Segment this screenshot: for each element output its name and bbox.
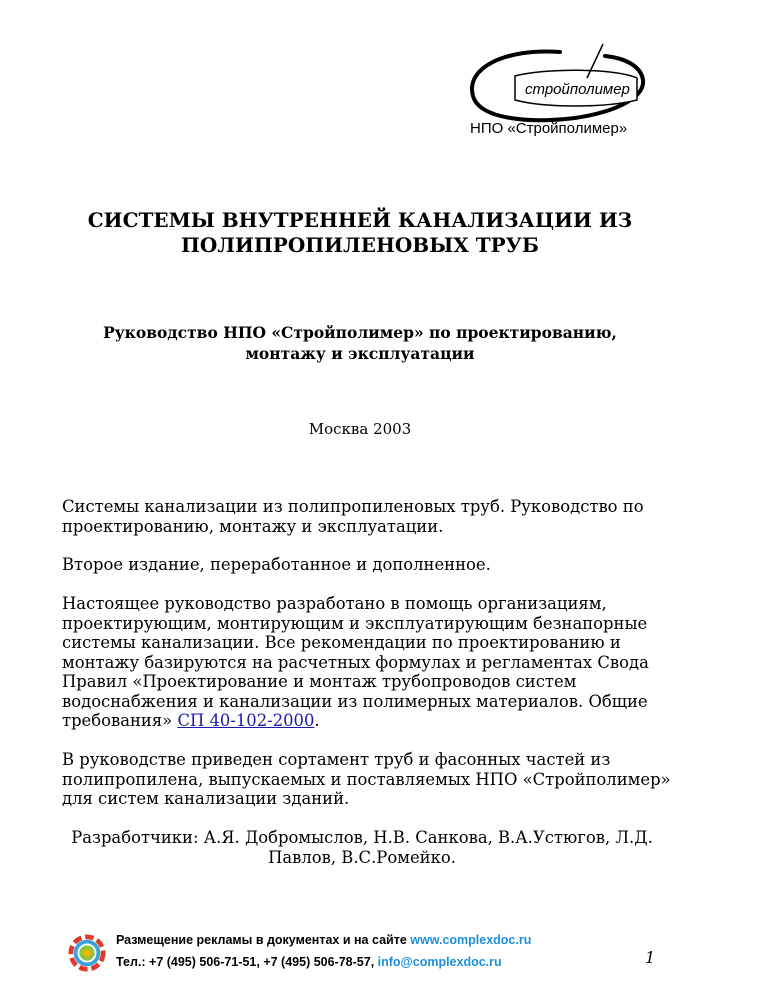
paragraph-authors: Разработчики: А.Я. Добромыслов, Н.В. Санкова, В.А.Устюгов, Л.Д. Павлов, В.С.Ромейко.	[71, 828, 653, 867]
paragraph-purpose	[62, 594, 672, 731]
logo-inner-text: стройполимер	[525, 81, 630, 98]
paragraph-purpose-text: Настоящее руководство разработано в помощь организациям, проектирующим, монтирующим и эксплуатирующим безнапорные системы канализации. Все рекомендации по проектированию и монтажу базируются на расчетных формулах и регламентах Свода Правил «Проектирование и монтаж трубопроводов систем водоснабжения и канализации из полимерных материалов. Общие требования»	[62, 594, 649, 730]
ad-line1-text: Размещение рекламы в документах и на сайте	[116, 933, 411, 947]
complexdoc-gear-icon	[68, 934, 106, 972]
paragraph-edition: Второе издание, переработанное и дополненное.	[62, 555, 491, 574]
document-subtitle-line2: монтажу и эксплуатации	[245, 344, 475, 363]
ad-line-placement	[116, 933, 531, 947]
complexdoc-email-link[interactable]: info@complexdoc.ru	[377, 955, 502, 969]
paragraph-description: Системы канализации из полипропиленовых труб. Руководство по проектированию, монтажу и эксплуатации.	[62, 497, 644, 536]
sp-standard-link[interactable]: СП 40-102-2000	[177, 711, 315, 730]
city-year: Москва 2003	[308, 420, 412, 438]
document-subtitle	[60, 322, 660, 364]
footer-advertisement	[68, 930, 548, 976]
ad-line-contacts	[116, 955, 502, 969]
document-title-line2: ПОЛИПРОПИЛЕНОВЫХ ТРУБ	[181, 233, 539, 257]
page-number: 1	[645, 948, 656, 967]
document-title	[60, 208, 660, 258]
document-title-line1: СИСТЕМЫ ВНУТРЕННЕЙ КАНАЛИЗАЦИИ ИЗ	[87, 208, 633, 232]
document-subtitle-line1: Руководство НПО «Стройполимер» по проектированию,	[103, 323, 617, 342]
complexdoc-site-link[interactable]: www.complexdoc.ru	[410, 933, 532, 947]
ad-line2-text: Тел.: +7 (495) 506-71-51, +7 (495) 506-78-57,	[116, 955, 378, 969]
logo-caption: НПО «Стройполимер»	[470, 120, 628, 137]
paragraph-purpose-end: .	[314, 711, 320, 730]
paragraph-assortment: В руководстве приведен сортамент труб и фасонных частей из полипропилена, выпускаемых и поставляемых НПО «Стройполимер» для систем канализации зданий.	[62, 750, 671, 808]
